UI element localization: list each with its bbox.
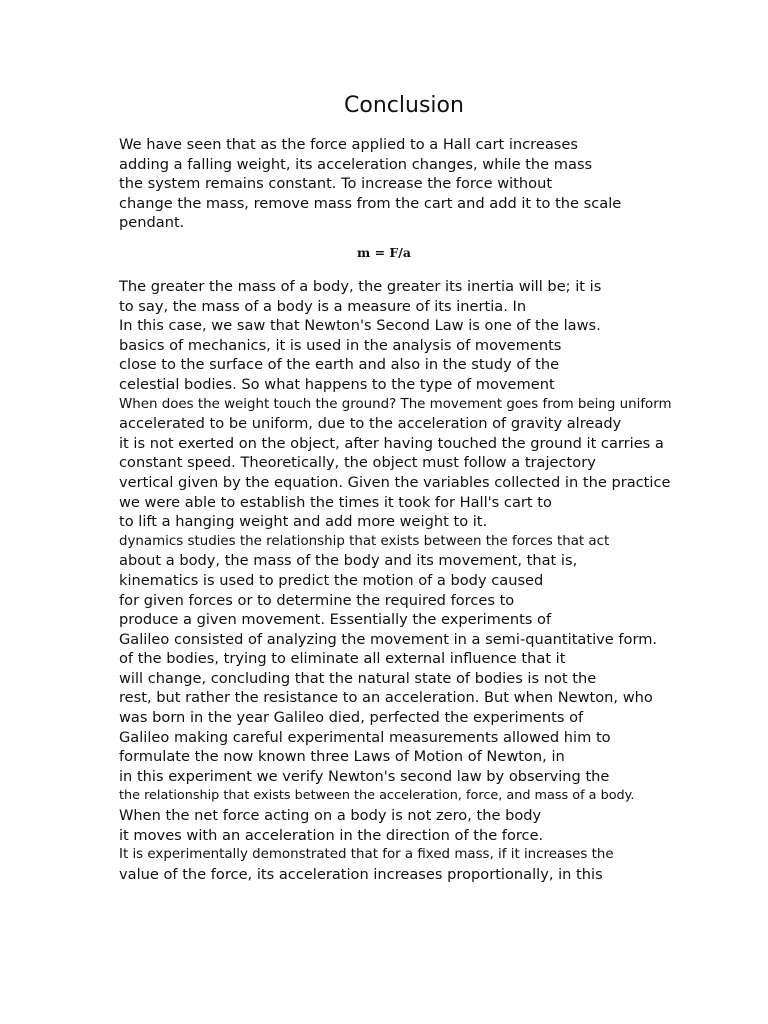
text-line: When does the weight touch the ground? The movement goes from being uniform [119, 396, 672, 412]
text-line: vertical given by the equation. Given the variables collected in the practice [119, 473, 671, 491]
text-line: constant speed. Theoretically, the object must follow a trajectory [119, 454, 596, 472]
text-line: Galileo consisted of analyzing the movement in a semi-quantitative form. [119, 630, 658, 648]
text-line: the system remains constant. To increase the force without [119, 175, 553, 193]
text-line: we were able to establish the times it took for Hall's cart to [119, 493, 552, 511]
text-line: it is not exerted on the object, after having touched the ground it carries a [119, 434, 664, 452]
text-line: the relationship that exists between the acceleration, force, and mass of a body. [119, 788, 635, 804]
text-line: about a body, the mass of the body and its movement, that is, [119, 552, 578, 570]
text-line: produce a given movement. Essentially the experiments of [119, 611, 552, 629]
text-line: formulate the now known three Laws of Motion of Newton, in [119, 748, 565, 766]
text-line: pendant. [119, 214, 185, 232]
text-line: It is experimentally demonstrated that for a fixed mass, if it increases the [119, 847, 614, 863]
text-line: accelerated to be uniform, due to the acceleration of gravity already [119, 415, 622, 433]
text-line: rest, but rather the resistance to an acceleration. But when Newton, who [119, 689, 653, 707]
text-line: of the bodies, trying to eliminate all external influence that it [119, 650, 566, 668]
text-line: adding a falling weight, its acceleration changes, while the mass [119, 155, 593, 173]
text-line: to say, the mass of a body is a measure of its inertia. In [119, 297, 527, 315]
text-line: value of the force, its acceleration increases proportionally, in this [119, 865, 603, 883]
text-line: change the mass, remove mass from the cart and add it to the scale [119, 194, 622, 212]
text-line: When the net force acting on a body is not zero, the body [119, 807, 542, 825]
text-line: basics of mechanics, it is used in the analysis of movements [119, 336, 562, 354]
text-line: it moves with an acceleration in the direction of the force. [119, 826, 544, 844]
page-title: Conclusion [344, 93, 464, 118]
text-line: was born in the year Galileo died, perfected the experiments of [119, 709, 584, 727]
intro-paragraph [119, 135, 621, 233]
text-line: for given forces or to determine the required forces to [119, 591, 515, 609]
text-line: The greater the mass of a body, the greater its inertia will be; it is [119, 278, 602, 295]
text-line: to lift a hanging weight and add more weight to it. [119, 513, 488, 531]
text-line: dynamics studies the relationship that exists between the forces that act [119, 533, 610, 549]
text-line: In this case, we saw that Newton's Second Law is one of the laws. [119, 317, 601, 335]
text-line: Galileo making careful experimental measurements allowed him to [119, 728, 611, 746]
text-line: will change, concluding that the natural state of bodies is not the [119, 669, 597, 687]
text-line: We have seen that as the force applied to a Hall cart increases [119, 136, 578, 153]
text-line: celestial bodies. So what happens to the type of movement [119, 375, 555, 393]
text-line: close to the surface of the earth and also in the study of the [119, 356, 560, 374]
text-line: kinematics is used to predict the motion of a body caused [119, 571, 544, 589]
formula: m = F/a [357, 245, 411, 260]
body-paragraph [119, 277, 672, 884]
text-line: in this experiment we verify Newton's second law by observing the [119, 767, 610, 785]
